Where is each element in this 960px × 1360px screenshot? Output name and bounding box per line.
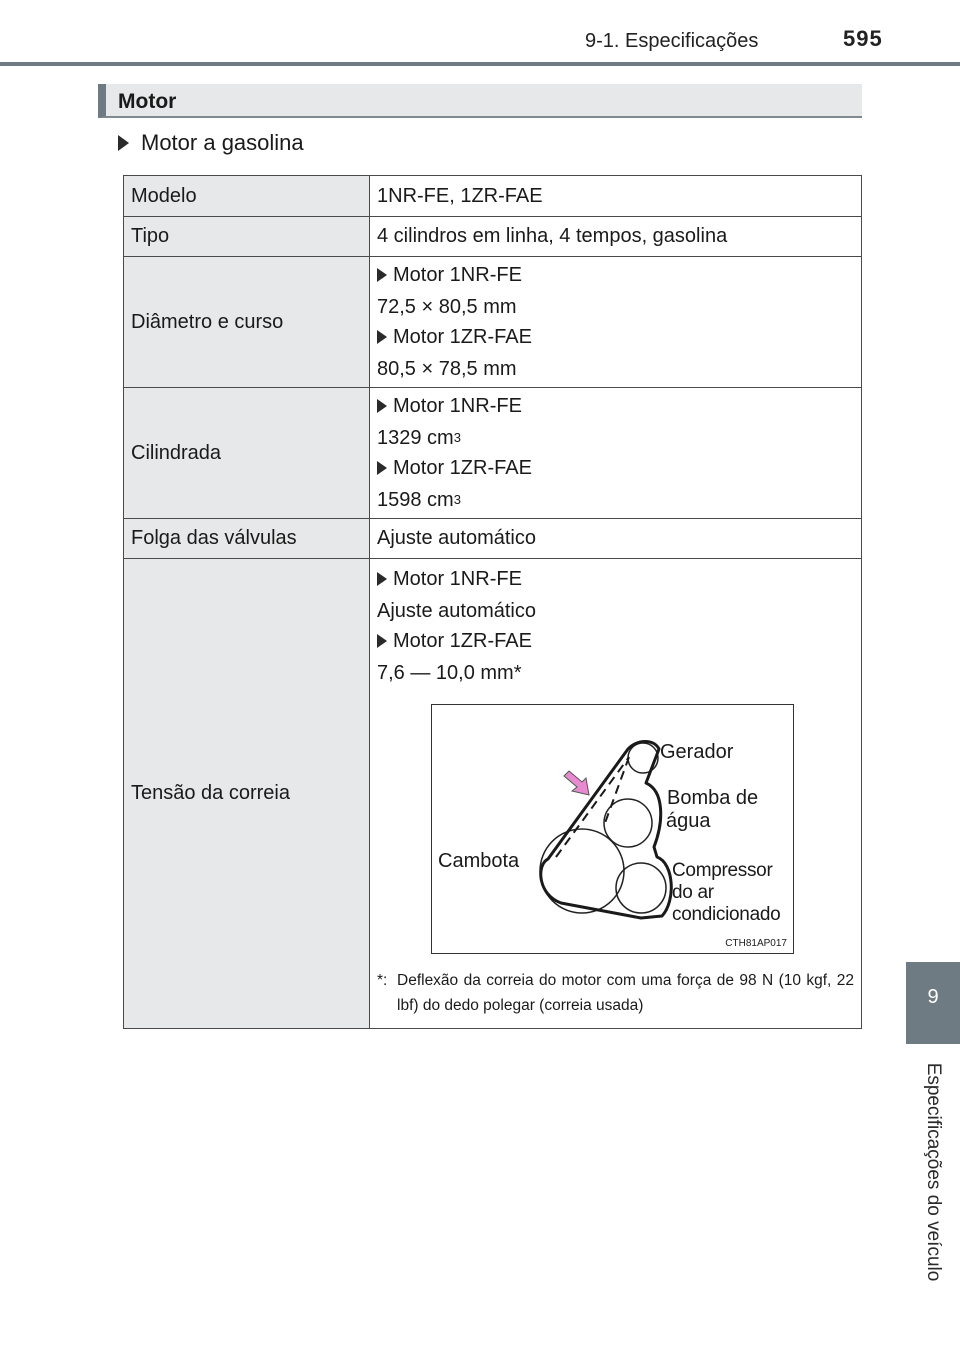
engine-variant: Motor 1ZR-FAE bbox=[393, 457, 532, 479]
engine-variant: Motor 1ZR-FAE bbox=[393, 630, 532, 652]
chapter-tab-number: 9 bbox=[927, 986, 939, 1008]
label-compressor-line1: Compressor bbox=[672, 860, 773, 881]
row-label: Cilindrada bbox=[124, 388, 370, 519]
header-rule bbox=[0, 62, 960, 66]
table-row bbox=[124, 559, 862, 1029]
row-label: Folga das válvulas bbox=[124, 519, 370, 559]
subheading-text: Motor a gasolina bbox=[141, 130, 304, 155]
row-label: Tensão da correia bbox=[124, 559, 370, 1029]
row-label: Diâmetro e curso bbox=[124, 257, 370, 388]
row-label: Tipo bbox=[124, 217, 370, 257]
row-value: Ajuste automático bbox=[370, 519, 862, 559]
row-value: 1NR-FE, 1ZR-FAE bbox=[370, 176, 862, 217]
variant-value: 7,6 — 10,0 mm* bbox=[377, 662, 522, 684]
row-value bbox=[370, 388, 862, 519]
label-compressor-line2: do ar bbox=[672, 882, 714, 903]
alternator-pulley bbox=[628, 743, 658, 773]
right-triangle-icon bbox=[377, 330, 387, 344]
right-triangle-icon bbox=[377, 572, 387, 586]
engine-variant: Motor 1ZR-FAE bbox=[393, 326, 532, 348]
table-row bbox=[124, 257, 862, 388]
variant-value: 72,5 × 80,5 mm bbox=[377, 296, 517, 318]
chapter-tab-label: Especificações do veículo bbox=[923, 1062, 944, 1282]
footnote-text: Deflexão da correia do motor com uma força de 98 N (10 kgf, 22 lbf) do dedo polegar (correia usada) bbox=[397, 972, 854, 1014]
subheading bbox=[118, 130, 304, 156]
right-triangle-icon bbox=[377, 461, 387, 475]
header-section-title: 9-1. Especificações bbox=[585, 30, 759, 52]
right-triangle-icon bbox=[377, 399, 387, 413]
engine-variant: Motor 1NR-FE bbox=[393, 264, 522, 286]
superscript: 3 bbox=[453, 492, 461, 507]
label-cambota: Cambota bbox=[438, 850, 520, 872]
label-bomba bbox=[667, 787, 758, 833]
spec-table bbox=[123, 175, 862, 1029]
section-title: Motor bbox=[118, 90, 177, 113]
engine-variant: Motor 1NR-FE bbox=[393, 395, 522, 417]
table-row bbox=[124, 519, 862, 559]
label-compressor bbox=[672, 860, 780, 926]
crankshaft-pulley bbox=[540, 829, 624, 913]
variant-value: 80,5 × 78,5 mm bbox=[377, 358, 517, 380]
row-value bbox=[370, 559, 862, 1029]
belt-diagram bbox=[431, 704, 794, 954]
variant-value: 1598 cm bbox=[377, 489, 454, 511]
right-triangle-icon bbox=[118, 135, 129, 151]
belt-deflection-dashed bbox=[556, 757, 629, 857]
table-row bbox=[124, 388, 862, 519]
page-number: 595 bbox=[843, 26, 883, 51]
ac-compressor-pulley bbox=[616, 863, 666, 913]
label-bomba-line1: Bomba de bbox=[667, 787, 759, 809]
figure-code: CTH81AP017 bbox=[725, 938, 787, 949]
footnote-mark: *: bbox=[377, 972, 388, 989]
deflection-arrow-icon bbox=[564, 771, 589, 795]
row-value: 4 cilindros em linha, 4 tempos, gasolina bbox=[370, 217, 862, 257]
label-compressor-line3: condicionado bbox=[672, 904, 781, 925]
variant-value: 1329 cm bbox=[377, 427, 454, 449]
right-triangle-icon bbox=[377, 268, 387, 282]
row-value bbox=[370, 257, 862, 388]
right-triangle-icon bbox=[377, 634, 387, 648]
table-row bbox=[124, 217, 862, 257]
section-bar bbox=[98, 84, 862, 118]
superscript: 3 bbox=[453, 430, 461, 445]
label-bomba-line2: água bbox=[666, 810, 711, 832]
table-row bbox=[124, 176, 862, 217]
row-label: Modelo bbox=[124, 176, 370, 217]
engine-variant: Motor 1NR-FE bbox=[393, 568, 522, 590]
label-gerador: Gerador bbox=[660, 741, 734, 763]
variant-value: Ajuste automático bbox=[377, 600, 536, 622]
footnote bbox=[377, 968, 854, 1028]
chapter-tab[interactable] bbox=[906, 962, 960, 1044]
